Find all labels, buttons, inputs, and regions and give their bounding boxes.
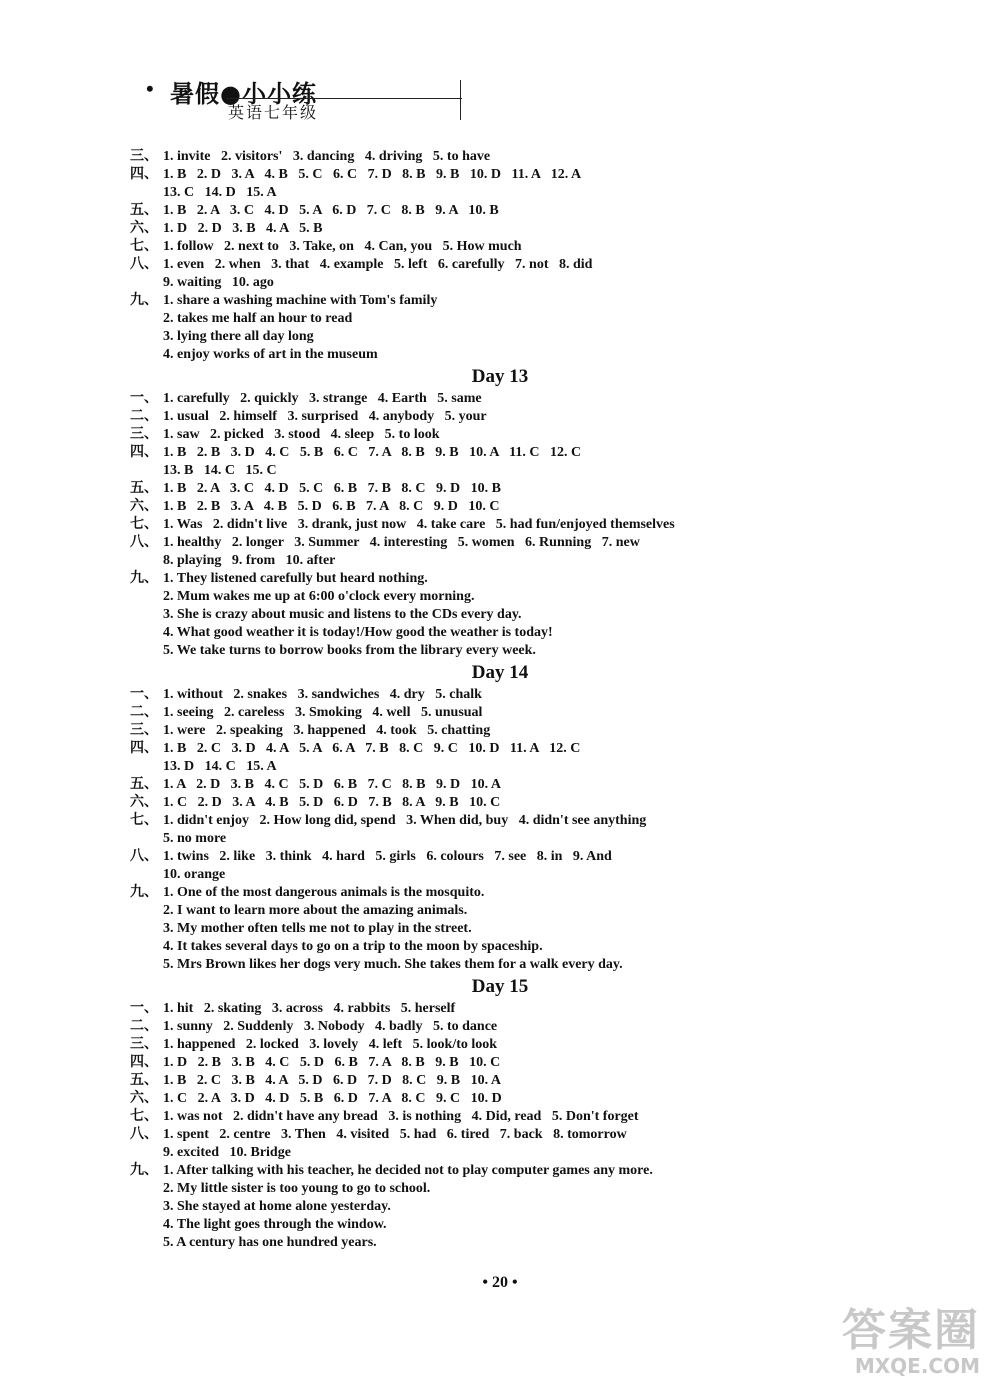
answer-text: 1. hit 2. skating 3. across 4. rabbits 5. herself (163, 1001, 456, 1016)
answer-line (130, 426, 870, 444)
answer-line-continued (130, 328, 870, 346)
answer-line-continued (130, 1234, 870, 1252)
section-marker: 二、 (130, 409, 158, 424)
answer-line (130, 220, 870, 238)
answer-line-continued (130, 642, 870, 660)
answer-line-continued (130, 902, 870, 920)
answer-text: 1. B 2. B 3. D 4. C 5. B 6. C 7. A 8. B 9. B 10. A 11. C 12. C (163, 445, 582, 460)
answer-line-continued (130, 938, 870, 956)
answer-text: 1. carefully 2. quickly 3. strange 4. Earth 5. same (163, 391, 482, 406)
answer-line (130, 1036, 870, 1054)
answer-line (130, 1000, 870, 1018)
answer-text: 1. sunny 2. Suddenly 3. Nobody 4. badly 5. to dance (163, 1019, 498, 1034)
section-marker: 一、 (130, 1001, 158, 1016)
answer-key-content (130, 148, 870, 1252)
section-marker: 八、 (130, 535, 158, 550)
answer-text: 2. I want to learn more about the amazing animals. (163, 903, 468, 918)
section-marker: 三、 (130, 427, 158, 442)
section-marker: 二、 (130, 1019, 158, 1034)
answer-text: 3. lying there all day long (163, 329, 314, 344)
answer-line (130, 516, 870, 534)
answer-line-continued (130, 274, 870, 292)
answer-line-continued (130, 462, 870, 480)
answer-text: 1. B 2. C 3. D 4. A 5. A 6. A 7. B 8. C 9. C 10. D 11. A 12. C (163, 741, 581, 756)
answer-text: 1. happened 2. locked 3. lovely 4. left 5. look/to look (163, 1037, 498, 1052)
section-marker: 三、 (130, 149, 158, 164)
answer-text: 3. She stayed at home alone yesterday. (163, 1199, 391, 1214)
section-marker: 七、 (130, 517, 158, 532)
answer-line (130, 884, 870, 902)
section-marker: 六、 (130, 795, 158, 810)
answer-text: 1. healthy 2. longer 3. Summer 4. interesting 5. women 6. Running 7. new (163, 535, 640, 550)
day-heading: Day 13 (471, 366, 529, 387)
answer-text: 1. B 2. B 3. A 4. B 5. D 6. B 7. A 8. C 9. D 10. C (163, 499, 500, 514)
answer-line (130, 1108, 870, 1126)
answer-text: 1. B 2. A 3. C 4. D 5. C 6. B 7. B 8. C 9. D 10. B (163, 481, 501, 496)
section-marker: 一、 (130, 391, 158, 406)
section-marker: 七、 (130, 239, 158, 254)
answer-line (130, 534, 870, 552)
section-marker: 四、 (130, 445, 158, 460)
answer-line (130, 238, 870, 256)
answer-line (130, 1054, 870, 1072)
answer-text: 9. waiting 10. ago (163, 275, 274, 290)
section-marker: 九、 (130, 1163, 158, 1178)
answer-line (130, 390, 870, 408)
answer-text: 1. B 2. C 3. B 4. A 5. D 6. D 7. D 8. C 9. B 10. A (163, 1073, 501, 1088)
answer-text: 1. spent 2. centre 3. Then 4. visited 5. had 6. tired 7. back 8. tomorrow (163, 1127, 627, 1142)
answer-line-continued (130, 310, 870, 328)
section-marker: 八、 (130, 1127, 158, 1142)
answer-text: 1. D 2. B 3. B 4. C 5. D 6. B 7. A 8. B 9. B 10. C (163, 1055, 501, 1070)
answer-line-continued (130, 866, 870, 884)
answer-text: 8. playing 9. from 10. after (163, 553, 336, 568)
section-marker: 四、 (130, 167, 158, 182)
answer-text: 1. One of the most dangerous animals is the mosquito. (163, 885, 485, 900)
answer-text: 1. usual 2. himself 3. surprised 4. anybody 5. your (163, 409, 487, 424)
answer-text: 5. no more (163, 831, 227, 846)
answer-text: 5. We take turns to borrow books from the library every week. (163, 643, 536, 658)
section-marker: 八、 (130, 849, 158, 864)
answer-text: 2. takes me half an hour to read (163, 311, 353, 326)
answer-line-continued (130, 606, 870, 624)
answer-text: 1. was not 2. didn't have any bread 3. is nothing 4. Did, read 5. Don't forget (163, 1109, 639, 1124)
section-marker: 六、 (130, 221, 158, 236)
answer-line-continued (130, 758, 870, 776)
page-header (130, 70, 370, 126)
answer-text: 3. She is crazy about music and listens to the CDs every day. (163, 607, 522, 622)
answer-line-continued (130, 956, 870, 974)
answer-text: 1. C 2. D 3. A 4. B 5. D 6. D 7. B 8. A 9. B 10. C (163, 795, 501, 810)
section-marker: 五、 (130, 1073, 158, 1088)
section-marker: 四、 (130, 741, 158, 756)
section-marker: 六、 (130, 1091, 158, 1106)
answer-text: 1. After talking with his teacher, he decided not to play computer games any more. (163, 1163, 653, 1178)
site-watermark (794, 1294, 980, 1378)
answer-text: 4. The light goes through the window. (163, 1217, 387, 1232)
answer-line (130, 704, 870, 722)
answer-line (130, 166, 870, 184)
answer-line (130, 444, 870, 462)
answer-text: 1. C 2. A 3. D 4. D 5. B 6. D 7. A 8. C 9. C 10. D (163, 1091, 502, 1106)
answer-line (130, 722, 870, 740)
section-marker: 八、 (130, 257, 158, 272)
watermark-url: MXQE.COM (854, 1354, 980, 1378)
answer-text: 1. B 2. A 3. C 4. D 5. A 6. D 7. C 8. B 9. A 10. B (163, 203, 499, 218)
answer-text: 5. A century has one hundred years. (163, 1235, 377, 1250)
answer-text: 13. C 14. D 15. A (163, 185, 277, 200)
answer-line-continued (130, 1198, 870, 1216)
section-marker: 五、 (130, 481, 158, 496)
answer-line (130, 686, 870, 704)
section-marker: 九、 (130, 885, 158, 900)
answer-text: 1. D 2. D 3. B 4. A 5. B (163, 221, 323, 236)
answer-text: 4. What good weather it is today!/How good the weather is today! (163, 625, 553, 640)
answer-line-continued (130, 624, 870, 642)
answer-text: 2. My little sister is too young to go to school. (163, 1181, 431, 1196)
day-heading: Day 15 (471, 976, 529, 997)
answer-line (130, 1072, 870, 1090)
answer-line-continued (130, 184, 870, 202)
section-marker: 四、 (130, 1055, 158, 1070)
answer-text: 13. B 14. C 15. C (163, 463, 277, 478)
answer-text: 1. follow 2. next to 3. Take, on 4. Can, you 5. How much (163, 239, 522, 254)
answer-text: 3. My mother often tells me not to play in the street. (163, 921, 472, 936)
header-divider (460, 80, 461, 120)
answer-line (130, 1018, 870, 1036)
answer-text: 9. excited 10. Bridge (163, 1145, 291, 1160)
answer-line (130, 570, 870, 588)
answer-text: 2. Mum wakes me up at 6:00 o'clock every morning. (163, 589, 475, 604)
section-marker: 七、 (130, 813, 158, 828)
answer-line (130, 1090, 870, 1108)
section-marker: 六、 (130, 499, 158, 514)
day-heading: Day 14 (471, 662, 529, 683)
section-marker: 九、 (130, 571, 158, 586)
section-marker: 三、 (130, 1037, 158, 1052)
answer-text: 1. Was 2. didn't live 3. drank, just now 4. take care 5. had fun/enjoyed themselves (163, 517, 675, 532)
answer-line (130, 812, 870, 830)
header-rule (226, 98, 462, 99)
answer-line (130, 776, 870, 794)
answer-text: 1. were 2. speaking 3. happened 4. took 5. chatting (163, 723, 491, 738)
answer-line (130, 1162, 870, 1180)
answer-text: 1. A 2. D 3. B 4. C 5. D 6. B 7. C 8. B 9. D 10. A (163, 777, 501, 792)
section-marker: 九、 (130, 293, 158, 308)
section-marker: 五、 (130, 203, 158, 218)
answer-text: 1. didn't enjoy 2. How long did, spend 3. When did, buy 4. didn't see anything (163, 813, 647, 828)
answer-line (130, 292, 870, 310)
answer-text: 4. enjoy works of art in the museum (163, 347, 378, 362)
answer-text: 1. twins 2. like 3. think 4. hard 5. girls 6. colours 7. see 8. in 9. And (163, 849, 612, 864)
answer-line-continued (130, 552, 870, 570)
answer-line (130, 848, 870, 866)
answer-line-continued (130, 830, 870, 848)
answer-text: 1. seeing 2. careless 3. Smoking 4. well 5. unusual (163, 705, 483, 720)
watermark-logo: 答案圈 (842, 1305, 980, 1356)
answer-text: 10. orange (163, 867, 226, 882)
answer-text: 1. invite 2. visitors' 3. dancing 4. driving 5. to have (163, 149, 491, 164)
book-subtitle: 英语七年级 (228, 103, 319, 122)
answer-line-continued (130, 920, 870, 938)
answer-line-continued (130, 346, 870, 364)
answer-line-continued (130, 1144, 870, 1162)
answer-text: 5. Mrs Brown likes her dogs very much. She takes them for a walk every day. (163, 957, 623, 972)
answer-line (130, 202, 870, 220)
answer-text: 13. D 14. C 15. A (163, 759, 277, 774)
book-brand: 暑假●小小练 (170, 80, 317, 108)
answer-text: 1. share a washing machine with Tom's family (163, 293, 438, 308)
answer-text: 4. It takes several days to go on a trip to the moon by spaceship. (163, 939, 543, 954)
answer-line (130, 480, 870, 498)
header-bullet: • (146, 76, 154, 101)
answer-line-continued (130, 1180, 870, 1198)
answer-text: 1. saw 2. picked 3. stood 4. sleep 5. to look (163, 427, 440, 442)
answer-line (130, 498, 870, 516)
answer-line-continued (130, 1216, 870, 1234)
section-marker: 三、 (130, 723, 158, 738)
page-number: • 20 • (482, 1274, 518, 1291)
section-marker: 一、 (130, 687, 158, 702)
section-marker: 七、 (130, 1109, 158, 1124)
answer-text: 1. without 2. snakes 3. sandwiches 4. dry 5. chalk (163, 687, 482, 702)
section-marker: 二、 (130, 705, 158, 720)
section-marker: 五、 (130, 777, 158, 792)
answer-text: 1. They listened carefully but heard nothing. (163, 571, 428, 586)
answer-line (130, 1126, 870, 1144)
answer-line-continued (130, 588, 870, 606)
answer-text: 1. B 2. D 3. A 4. B 5. C 6. C 7. D 8. B 9. B 10. D 11. A 12. A (163, 167, 582, 182)
answer-line (130, 408, 870, 426)
answer-line (130, 148, 870, 166)
answer-line (130, 794, 870, 812)
answer-text: 1. even 2. when 3. that 4. example 5. left 6. carefully 7. not 8. did (163, 257, 593, 272)
answer-line (130, 740, 870, 758)
answer-line (130, 256, 870, 274)
